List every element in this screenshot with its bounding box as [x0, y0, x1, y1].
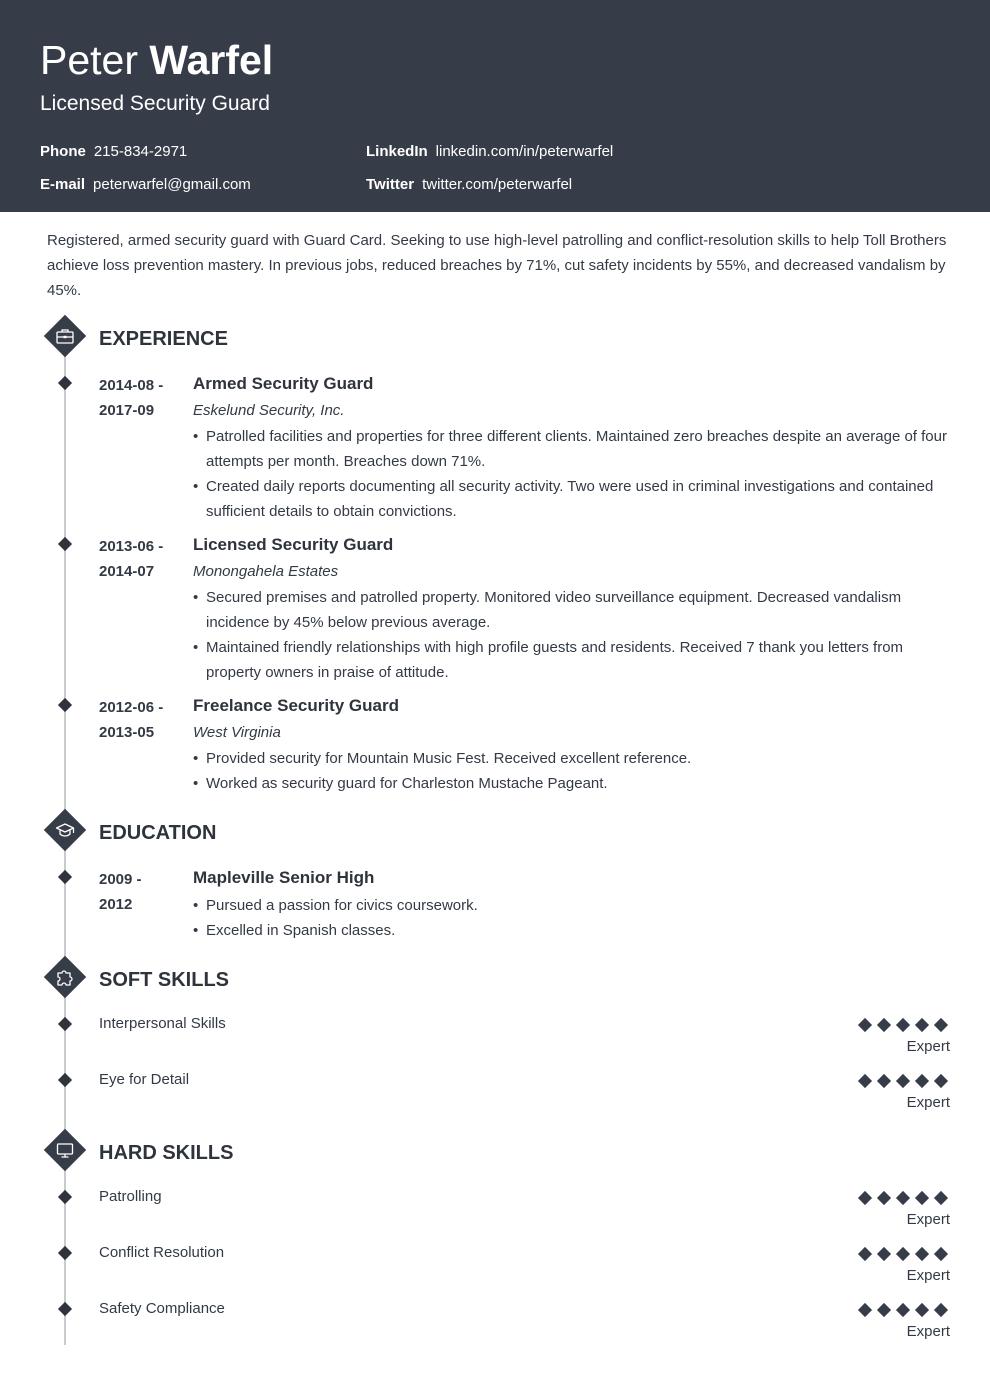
rating-diamond — [934, 1018, 948, 1032]
rating-diamond — [896, 1018, 910, 1032]
section-title-hard-skills: HARD SKILLS — [99, 1142, 234, 1164]
date-range — [99, 534, 163, 584]
graduation-cap-icon — [44, 809, 86, 851]
twitter-link[interactable]: twitter.com/peterwarfel — [422, 176, 573, 193]
employer: Eskelund Security, Inc. — [193, 402, 345, 419]
skill-rating — [858, 1018, 950, 1032]
resume-header — [0, 0, 990, 212]
timeline-marker — [58, 376, 72, 390]
education-details-list — [193, 893, 958, 943]
timeline-line-soft-skills — [64, 993, 66, 1135]
list-item: • Created daily reports documenting all security activity. Two were used in criminal investigations and contained sufficient details to obtain convictions. — [193, 474, 958, 524]
profile-summary: Registered, armed security guard with Guard Card. Seeking to use high-level patrolling and conflict-resolution skills to help Toll Brothers achieve loss prevention mastery. In previous jobs, reduced breaches by 71%, cut safety incidents by 55%, and decreased vandalism by 45%. — [47, 232, 947, 299]
candidate-name — [40, 36, 273, 84]
skill-name: Conflict Resolution — [99, 1244, 225, 1261]
skill-rating — [858, 1191, 950, 1205]
timeline-marker — [58, 1246, 72, 1260]
rating-diamond — [896, 1303, 910, 1317]
rating-diamond — [915, 1074, 929, 1088]
date-range — [99, 867, 142, 917]
rating-diamond — [896, 1247, 910, 1261]
rating-diamond — [858, 1018, 872, 1032]
contact-label: Phone — [40, 143, 86, 160]
rating-diamond — [934, 1303, 948, 1317]
date-start: 2012-06 - — [99, 699, 164, 716]
rating-diamond — [915, 1191, 929, 1205]
skill-name: Eye for Detail — [99, 1071, 190, 1088]
skill-level: Expert — [906, 1094, 950, 1111]
skill-rating — [858, 1303, 950, 1317]
date-start: 2014-08 - — [99, 377, 164, 394]
rating-diamond — [915, 1018, 929, 1032]
contact-twitter — [366, 175, 572, 195]
contact-label: E-mail — [40, 176, 86, 193]
date-end: 2017-09 — [99, 402, 155, 419]
rating-diamond — [877, 1303, 891, 1317]
rating-diamond — [877, 1074, 891, 1088]
timeline-line-experience — [64, 352, 66, 812]
skill-name: Safety Compliance — [99, 1300, 225, 1317]
skill-name: Interpersonal Skills — [99, 1015, 226, 1032]
timeline-marker — [58, 537, 72, 551]
date-start: 2009 - — [99, 871, 142, 888]
skill-level: Expert — [906, 1211, 950, 1228]
rating-diamond — [915, 1247, 929, 1261]
rating-diamond — [915, 1303, 929, 1317]
rating-diamond — [877, 1018, 891, 1032]
email-link[interactable]: peterwarfel@gmail.com — [93, 176, 251, 193]
contact-email — [40, 175, 251, 195]
date-end: 2012 — [99, 896, 133, 913]
skill-name: Patrolling — [99, 1188, 162, 1205]
first-name: Peter — [40, 37, 138, 83]
timeline-marker — [58, 1017, 72, 1031]
rating-diamond — [934, 1074, 948, 1088]
timeline-marker — [58, 1190, 72, 1204]
duties-list — [193, 424, 958, 524]
rating-diamond — [934, 1191, 948, 1205]
contact-label: LinkedIn — [366, 143, 428, 160]
section-title-soft-skills: SOFT SKILLS — [99, 969, 229, 991]
rating-diamond — [858, 1247, 872, 1261]
skill-rating — [858, 1074, 950, 1088]
briefcase-icon — [44, 315, 86, 357]
puzzle-icon — [44, 956, 86, 998]
job-role: Freelance Security Guard — [193, 696, 399, 715]
duties-list — [193, 746, 958, 796]
employer: West Virginia — [193, 724, 281, 741]
last-name: Warfel — [149, 37, 274, 83]
contact-label: Twitter — [366, 176, 415, 193]
job-role: Armed Security Guard — [193, 374, 374, 393]
employer: Monongahela Estates — [193, 563, 339, 580]
job-role: Licensed Security Guard — [193, 535, 394, 554]
rating-diamond — [877, 1191, 891, 1205]
skill-rating — [858, 1247, 950, 1261]
list-item: • Provided security for Mountain Music Fest. Received excellent reference. — [193, 746, 958, 771]
skill-level: Expert — [906, 1038, 950, 1055]
date-range — [99, 373, 163, 423]
date-end: 2014-07 — [99, 563, 155, 580]
timeline-line-education — [64, 846, 66, 962]
phone-value: 215-834-2971 — [93, 143, 188, 160]
rating-diamond — [896, 1074, 910, 1088]
school-name: Mapleville Senior High — [193, 868, 375, 887]
section-title-experience: EXPERIENCE — [99, 328, 228, 350]
timeline-marker — [58, 870, 72, 884]
list-item: • Patrolled facilities and properties for three different clients. Maintained zero breaches despite an average of four attempts per month. Breaches down 71%. — [193, 424, 958, 474]
list-item: • Maintained friendly relationships with high profile guests and residents. Received 7 thank you letters from property owners in praise of attitude. — [193, 635, 958, 685]
timeline-marker — [58, 1073, 72, 1087]
skill-level: Expert — [906, 1323, 950, 1340]
date-start: 2013-06 - — [99, 538, 164, 555]
list-item: • Excelled in Spanish classes. — [193, 918, 958, 943]
rating-diamond — [858, 1303, 872, 1317]
rating-diamond — [934, 1247, 948, 1261]
list-item: • Worked as security guard for Charleston Mustache Pageant. — [193, 771, 958, 796]
job-title: Licensed Security Guard — [40, 92, 270, 115]
timeline-marker — [58, 698, 72, 712]
list-item: • Pursued a passion for civics coursework. — [193, 893, 958, 918]
contact-linkedin — [366, 142, 613, 162]
date-end: 2013-05 — [99, 724, 155, 741]
section-title-education: EDUCATION — [99, 822, 217, 844]
rating-diamond — [877, 1247, 891, 1261]
list-item: • Secured premises and patrolled property. Monitored video surveillance equipment. Decreased vandalism incidence by 45% below previous average. — [193, 585, 958, 635]
rating-diamond — [858, 1191, 872, 1205]
timeline-marker — [58, 1302, 72, 1316]
linkedin-link[interactable]: linkedin.com/in/peterwarfel — [435, 143, 614, 160]
rating-diamond — [896, 1191, 910, 1205]
duties-list — [193, 585, 958, 685]
monitor-icon — [44, 1129, 86, 1171]
date-range — [99, 695, 163, 745]
skill-level: Expert — [906, 1267, 950, 1284]
rating-diamond — [858, 1074, 872, 1088]
contact-phone — [40, 142, 187, 162]
